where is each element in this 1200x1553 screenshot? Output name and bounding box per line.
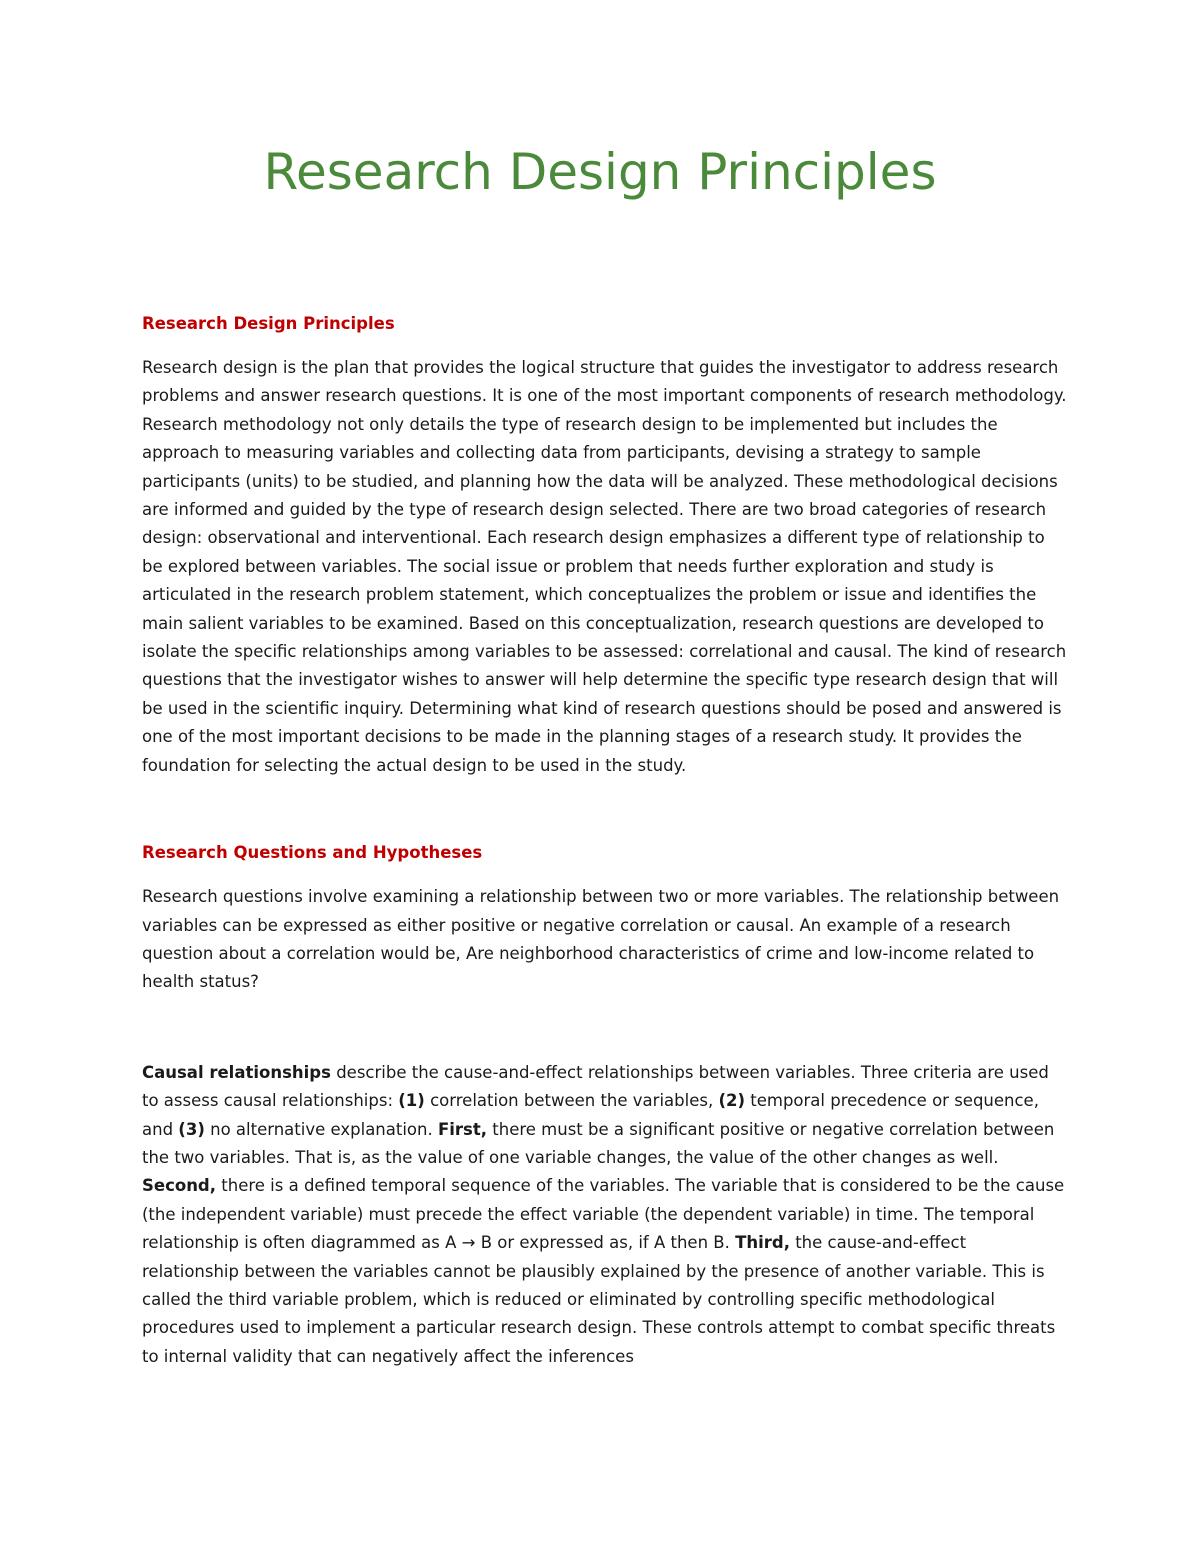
page-title: Research Design Principles	[263, 143, 937, 201]
paragraph-text: no alternative explanation.	[204, 1119, 438, 1139]
causal-relationships-paragraph	[142, 1059, 1067, 1371]
document-body	[142, 310, 1067, 1371]
paragraph-spacer	[142, 997, 1067, 1059]
bold-number: (2)	[718, 1091, 746, 1111]
paragraph-text: correlation between the variables,	[424, 1091, 719, 1111]
section-heading: Research Design Principles	[142, 314, 395, 333]
paragraph-text: the cause-and-effect relationship between the variables cannot be plausibly explained by the presence of another variable. This is called the third variable problem, which is reduced or eliminated by controlling specific methodological procedures used to implement a particular research design. These controls attempt to combat specific threats to internal validity that can negatively affect the inferences	[142, 1233, 1056, 1366]
paragraph-text: describe the cause-and-effect relationships between variables. Three criteria are used to assess causal relationships:	[142, 1062, 1049, 1111]
section-spacer	[142, 780, 1067, 839]
bold-number: (1)	[398, 1091, 425, 1111]
paragraph-text: temporal precedence or sequence, and	[142, 1091, 1039, 1139]
paragraph-text: there is a defined temporal sequence of the variables. The variable that is considered to be the cause (the independent variable) must precede the effect variable (the dependent variable) in time. The temporal relationship is often diagrammed as A → B or expressed as, if A then B.	[142, 1176, 1065, 1253]
bold-term: First,	[437, 1119, 488, 1139]
section-heading: Research Questions and Hypotheses	[142, 843, 483, 863]
bold-term: Third,	[735, 1233, 790, 1253]
section-paragraph: Research questions involve examining a relationship between two or more variables. The relationship between variables can be expressed as either positive or negative correlation or causal. An example of a research question about a correlation would be, Are neighborhood characteristics of crime and low-income related to health status?	[142, 887, 1060, 992]
bold-number: (3)	[178, 1119, 205, 1139]
section-paragraph: Research design is the plan that provides the logical structure that guides the investigator to address research problems and answer research questions. It is one of the most important components of research methodology. Research methodology not only details the type of research design to be implemented but includes the approach to measuring variables and collecting data from participants, devising a strategy to sample participants (units) to be studied, and planning how the data will be analyzed. These methodological decisions are informed and guided by the type of research design selected. There are two broad categories of research design: observational and interventional. Each research design emphasizes a different type of relationship to be explored between variables. The social issue or problem that needs further exploration and study is articulated in the research problem statement, which conceptualizes the problem or issue and identifies the main salient variables to be examined. Based on this conceptualization, research questions are developed to isolate the specific relationships among variables to be assessed: correlational and causal. The kind of research questions that the investigator wishes to answer will help determine the specific type research design that will be used in the scientific inquiry. Determining what kind of research questions should be posed and answered is one of the most important decisions to be made in the planning stages of a research study. It provides the foundation for selecting the actual design to be used in the study.	[142, 358, 1067, 775]
paragraph-text: there must be a significant positive or negative correlation between the two variables. That is, as the value of one variable changes, the value of the other changes as well.	[142, 1119, 1055, 1167]
bold-term: Causal relationships	[142, 1062, 331, 1082]
bold-term: Second,	[142, 1176, 217, 1196]
section-research-design	[142, 310, 1067, 780]
section-research-questions	[142, 839, 1067, 997]
